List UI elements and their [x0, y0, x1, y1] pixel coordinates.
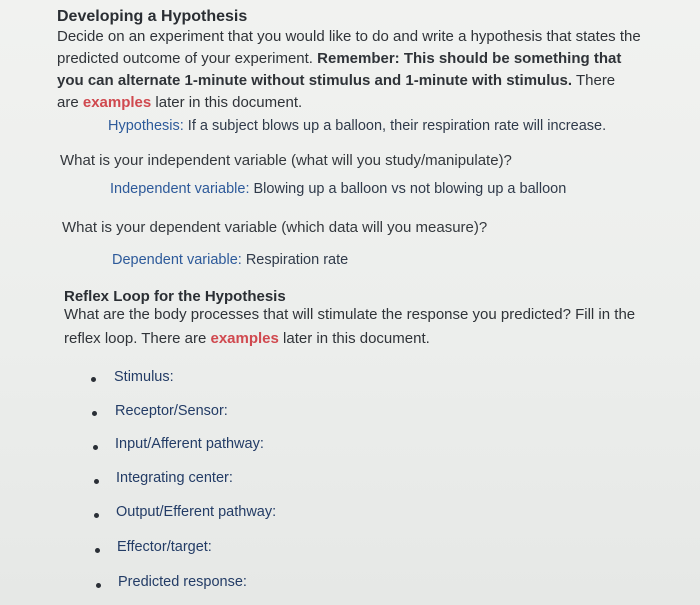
dependent-text: Respiration rate [245, 252, 349, 268]
independent-question: What is your independent variable (what will you study/manipulate)? [60, 152, 512, 169]
dependent-question: What is your dependent variable (which data will you measure)? [62, 219, 488, 236]
list-item-integrating-center: Integrating center: [116, 470, 233, 486]
independent-line [110, 181, 566, 197]
bullet-icon [96, 583, 101, 588]
list-item-receptor: Receptor/Sensor: [115, 403, 228, 419]
instructions-text: predicted outcome of your experiment. [57, 50, 313, 67]
hypothesis-line [108, 118, 606, 134]
independent-label: Independent variable: [110, 181, 250, 197]
hypothesis-label: Hypothesis: [108, 118, 184, 134]
bullet-icon [92, 411, 97, 416]
instructions-text: later in this document. [283, 330, 430, 347]
examples-highlight: examples [210, 330, 279, 347]
remember-note-cont: you can alternate 1-minute without stimulus and 1-minute with stimulus. [57, 72, 573, 89]
dependent-line [112, 252, 348, 268]
list-item-effector: Effector/target: [117, 539, 212, 555]
bullet-icon [94, 479, 99, 484]
instructions-text: later in this document. [155, 94, 303, 111]
instructions-line-3 [57, 70, 615, 92]
list-item-stimulus: Stimulus: [114, 369, 174, 385]
instructions-text: There [575, 72, 616, 89]
instructions-line-1: Decide on an experiment that you would like to do and write a hypothesis that states the [57, 28, 641, 45]
instructions-text: reflex loop. There are [64, 330, 207, 347]
section-heading-reflex-loop: Reflex Loop for the Hypothesis [64, 288, 286, 305]
dependent-label: Dependent variable: [112, 252, 242, 268]
bullet-icon [93, 445, 98, 450]
independent-text: Blowing up a balloon vs not blowing up a balloon [253, 181, 567, 197]
remember-note: Remember: This should be something that [317, 50, 622, 67]
reflex-instructions-line-2 [64, 328, 430, 350]
instructions-text: are [57, 94, 79, 111]
list-item-efferent: Output/Efferent pathway: [116, 504, 277, 520]
section-heading-hypothesis: Developing a Hypothesis [57, 8, 248, 25]
list-item-predicted-response: Predicted response: [118, 574, 247, 590]
bullet-icon [91, 377, 96, 382]
hypothesis-text: If a subject blows up a balloon, their respiration rate will increase. [187, 118, 607, 134]
instructions-line-2 [57, 48, 621, 70]
examples-highlight: examples [82, 94, 152, 111]
instructions-line-4 [57, 92, 302, 114]
bullet-icon [94, 513, 99, 518]
reflex-instructions-line-1: What are the body processes that will stimulate the response you predicted? Fill in the [64, 306, 636, 323]
list-item-afferent: Input/Afferent pathway: [115, 436, 264, 452]
bullet-icon [95, 548, 100, 553]
